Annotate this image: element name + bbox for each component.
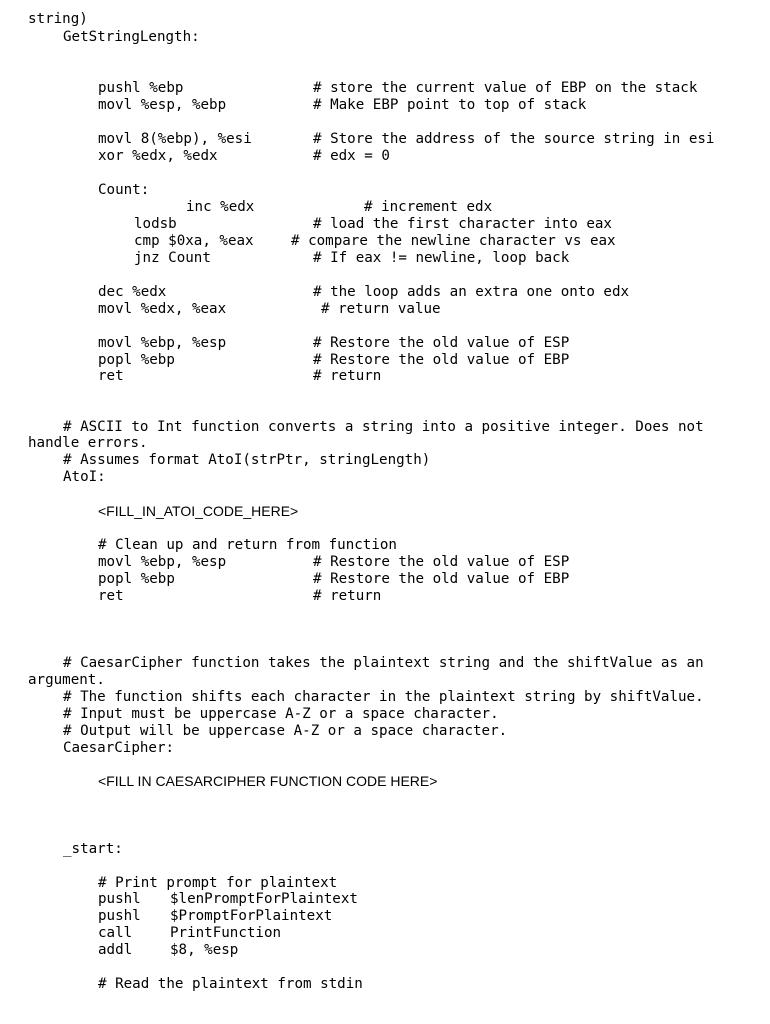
code-comment: # Print prompt for plaintext [98, 875, 338, 891]
code-line: cmp $0xa, %eax [134, 233, 254, 249]
code-line: string) [28, 11, 88, 27]
caesarcipher-placeholder: <FILL IN CAESARCIPHER FUNCTION CODE HERE> [98, 773, 438, 789]
code-operand: $PromptForPlaintext [170, 908, 333, 924]
code-line: dec %edx [98, 284, 167, 300]
code-comment: # Output will be uppercase A-Z or a space character. [63, 723, 508, 739]
code-line: jnz Count [134, 250, 211, 266]
code-comment: # If eax != newline, loop back [313, 250, 570, 266]
label-count: Count: [98, 182, 150, 198]
code-line: inc %edx [186, 199, 255, 215]
code-line: xor %edx, %edx [98, 148, 218, 164]
code-line: pushl [98, 891, 141, 907]
code-line: movl %esp, %ebp [98, 97, 227, 113]
code-comment: # load the first character into eax [313, 216, 612, 232]
code-comment: # return value [321, 301, 441, 317]
code-line: addl [98, 942, 133, 958]
atoi-placeholder: <FILL_IN_ATOI_CODE_HERE> [98, 503, 299, 519]
code-comment: handle errors. [28, 435, 148, 451]
label-caesarcipher: CaesarCipher: [63, 740, 175, 756]
code-line: lodsb [134, 216, 177, 232]
code-comment: # Make EBP point to top of stack [313, 97, 587, 113]
code-comment: # store the current value of EBP on the stack [313, 80, 698, 96]
code-line: ret [98, 368, 124, 384]
code-comment: # Restore the old value of ESP [313, 335, 570, 351]
label-start: _start: [63, 841, 123, 857]
code-operand: $lenPromptForPlaintext [170, 891, 358, 907]
code-line: movl %ebp, %esp [98, 335, 227, 351]
code-comment: # increment edx [364, 199, 493, 215]
label-atoi: AtoI: [63, 469, 106, 485]
code-comment: # Read the plaintext from stdin [98, 976, 363, 992]
code-comment: # Restore the old value of EBP [313, 352, 570, 368]
code-line: popl %ebp [98, 571, 175, 587]
code-line: pushl %ebp [98, 80, 184, 96]
code-line: movl %edx, %eax [98, 301, 227, 317]
code-line: movl 8(%ebp), %esi [98, 131, 252, 147]
code-comment: # Clean up and return from function [98, 537, 397, 553]
code-comment: # Restore the old value of ESP [313, 554, 570, 570]
code-line: ret [98, 588, 124, 604]
code-line: call [98, 925, 133, 941]
code-comment: # Store the address of the source string in esi [313, 131, 715, 147]
code-comment: # edx = 0 [313, 148, 390, 164]
code-comment: # compare the newline character vs eax [291, 233, 616, 249]
label-getstringlength: GetStringLength: [63, 29, 200, 45]
code-comment: # Input must be uppercase A-Z or a space character. [63, 706, 499, 722]
code-comment: # return [313, 368, 382, 384]
code-line: popl %ebp [98, 352, 175, 368]
code-comment: # the loop adds an extra one onto edx [313, 284, 630, 300]
code-comment: # Assumes format AtoI(strPtr, stringLength) [63, 452, 431, 468]
code-comment: # Restore the old value of EBP [313, 571, 570, 587]
code-operand: PrintFunction [170, 925, 282, 941]
code-comment: argument. [28, 672, 105, 688]
code-comment: # ASCII to Int function converts a string into a positive integer. Does not [63, 419, 704, 435]
code-operand: $8, %esp [170, 942, 239, 958]
code-line: movl %ebp, %esp [98, 554, 227, 570]
code-comment: # The function shifts each character in the plaintext string by shiftValue. [63, 689, 704, 705]
code-line: pushl [98, 908, 141, 924]
code-comment: # CaesarCipher function takes the plaintext string and the shiftValue as an [63, 655, 704, 671]
code-comment: # return [313, 588, 382, 604]
